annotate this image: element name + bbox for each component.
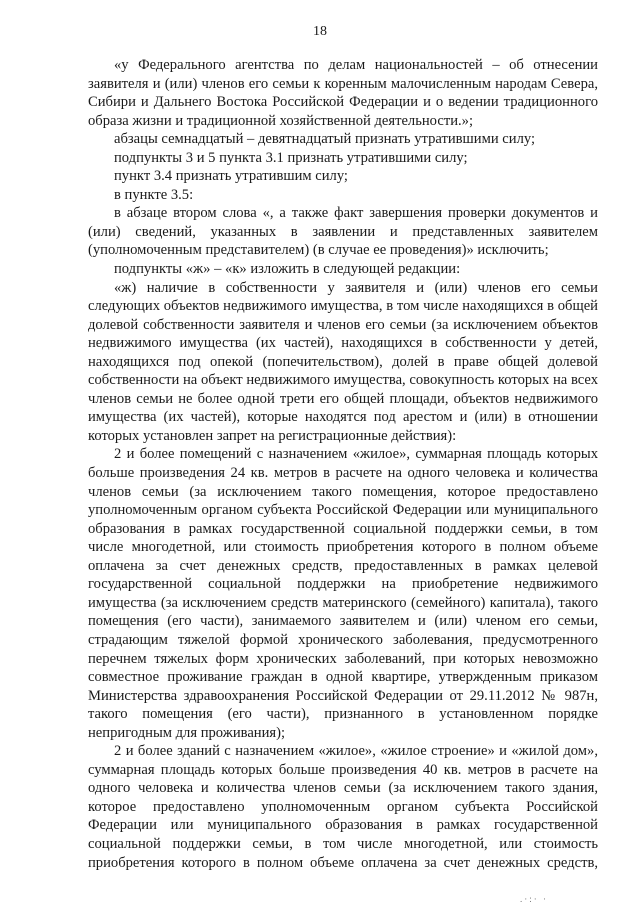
paragraph-punkt-3-4-invalid: пункт 3.4 признать утратившим силу; <box>114 168 348 185</box>
paragraph-podpunkty-invalid: подпункты 3 и 5 пункта 3.1 признать утратившими силу; <box>114 149 468 166</box>
page-number: 18 <box>313 24 327 39</box>
scan-artifact: .·:· · <box>520 894 548 904</box>
paragraph-punkt-3-5: в пункте 3.5: <box>114 186 194 203</box>
paragraph-two-premises: 2 и более помещений с назначением «жилое», суммарная площадь которых больше произведения 24 кв. метров в расчете на одного человека и количества членов семьи (за исключением такого помещения, которое предоставлено уполномоченным органом субъекта Российской Федерации или муниципального образования в рамках государственной социальной поддержки семьи, в том числе многодетной, или стоимость приобретения которого в полном объеме оплачена за счет денежных средств, предоставленных в рамках целевой государственной социальной поддержки на приобретение недвижимого имущества (за исключением средств материнского (семейного) капитала), такого помещения (его части), занимаемого заявителем и (или) членом его семьи, страдающим тяжелой формой хронического заболевания, предусмотренного перечнем тяжелых форм хронических заболеваний, при которых невозможно совместное проживание граждан в одной квартире, утвержденным приказом Министерства здравоохранения Российской Федерации от 29.11.2012 № 987н, такого помещения (его части), признанного в установленном порядке непригодным для проживания); <box>88 446 598 741</box>
paragraph-podpunkty-new-edition: подпункты «ж» – «к» изложить в следующей редакции: <box>114 261 461 278</box>
paragraph-podpunkt-zh: «ж) наличие в собственности у заявителя и (или) членов его семьи следующих объектов недвижимого имущества, в том числе находящихся в общей долевой собственности заявителя и членов его семьи (за исключением объектов недвижимого имущества (их частей), находящихся в собственности у детей, находящихся под опекой (попечительством), долей в праве общей долевой собственности на объект недвижимого имущества, совокупность которых на всех членов семьи не более одной трети его общей площади, объектов недвижимого имущества (их частей), которые находятся под арестом и (или) в отношении которых установлен запрет на регистрационные действия): <box>88 279 598 444</box>
paragraph-two-buildings: 2 и более зданий с назначением «жилое», «жилое строение» и «жилой дом», суммарная площадь которых больше произведения 40 кв. метров в расчете на одного человека и количества членов семьи (за исключением такого здания, которое предоставлено уполномоченным органом субъекта Российской Федерации или муниципального образования в рамках государственной социальной поддержки семьи, в том числе многодетной, или стоимость приобретения которого в полном объеме оплачена за счет денежных средств, <box>88 743 598 871</box>
paragraph-agency-national-affairs: «у Федерального агентства по делам национальностей – об отнесении заявителя и (или) членов его семьи к коренным малочисленным народам Севера, Сибири и Дальнего Востока Российской Федерации и о ведении традиционного образа жизни и традиционной хозяйственной деятельности.»; <box>88 57 598 129</box>
paragraph-abzatsy-invalid: абзацы семнадцатый – девятнадцатый признать утратившими силу; <box>114 131 536 148</box>
paragraph-abzats-vtoroy: в абзаце втором слова «, а также факт завершения проверки документов и (или) сведений, указанных в заявлении и представленных заявителем (уполномоченным представителем) (в случае ее проведения)» исключить; <box>88 205 598 259</box>
document-body <box>88 56 598 872</box>
